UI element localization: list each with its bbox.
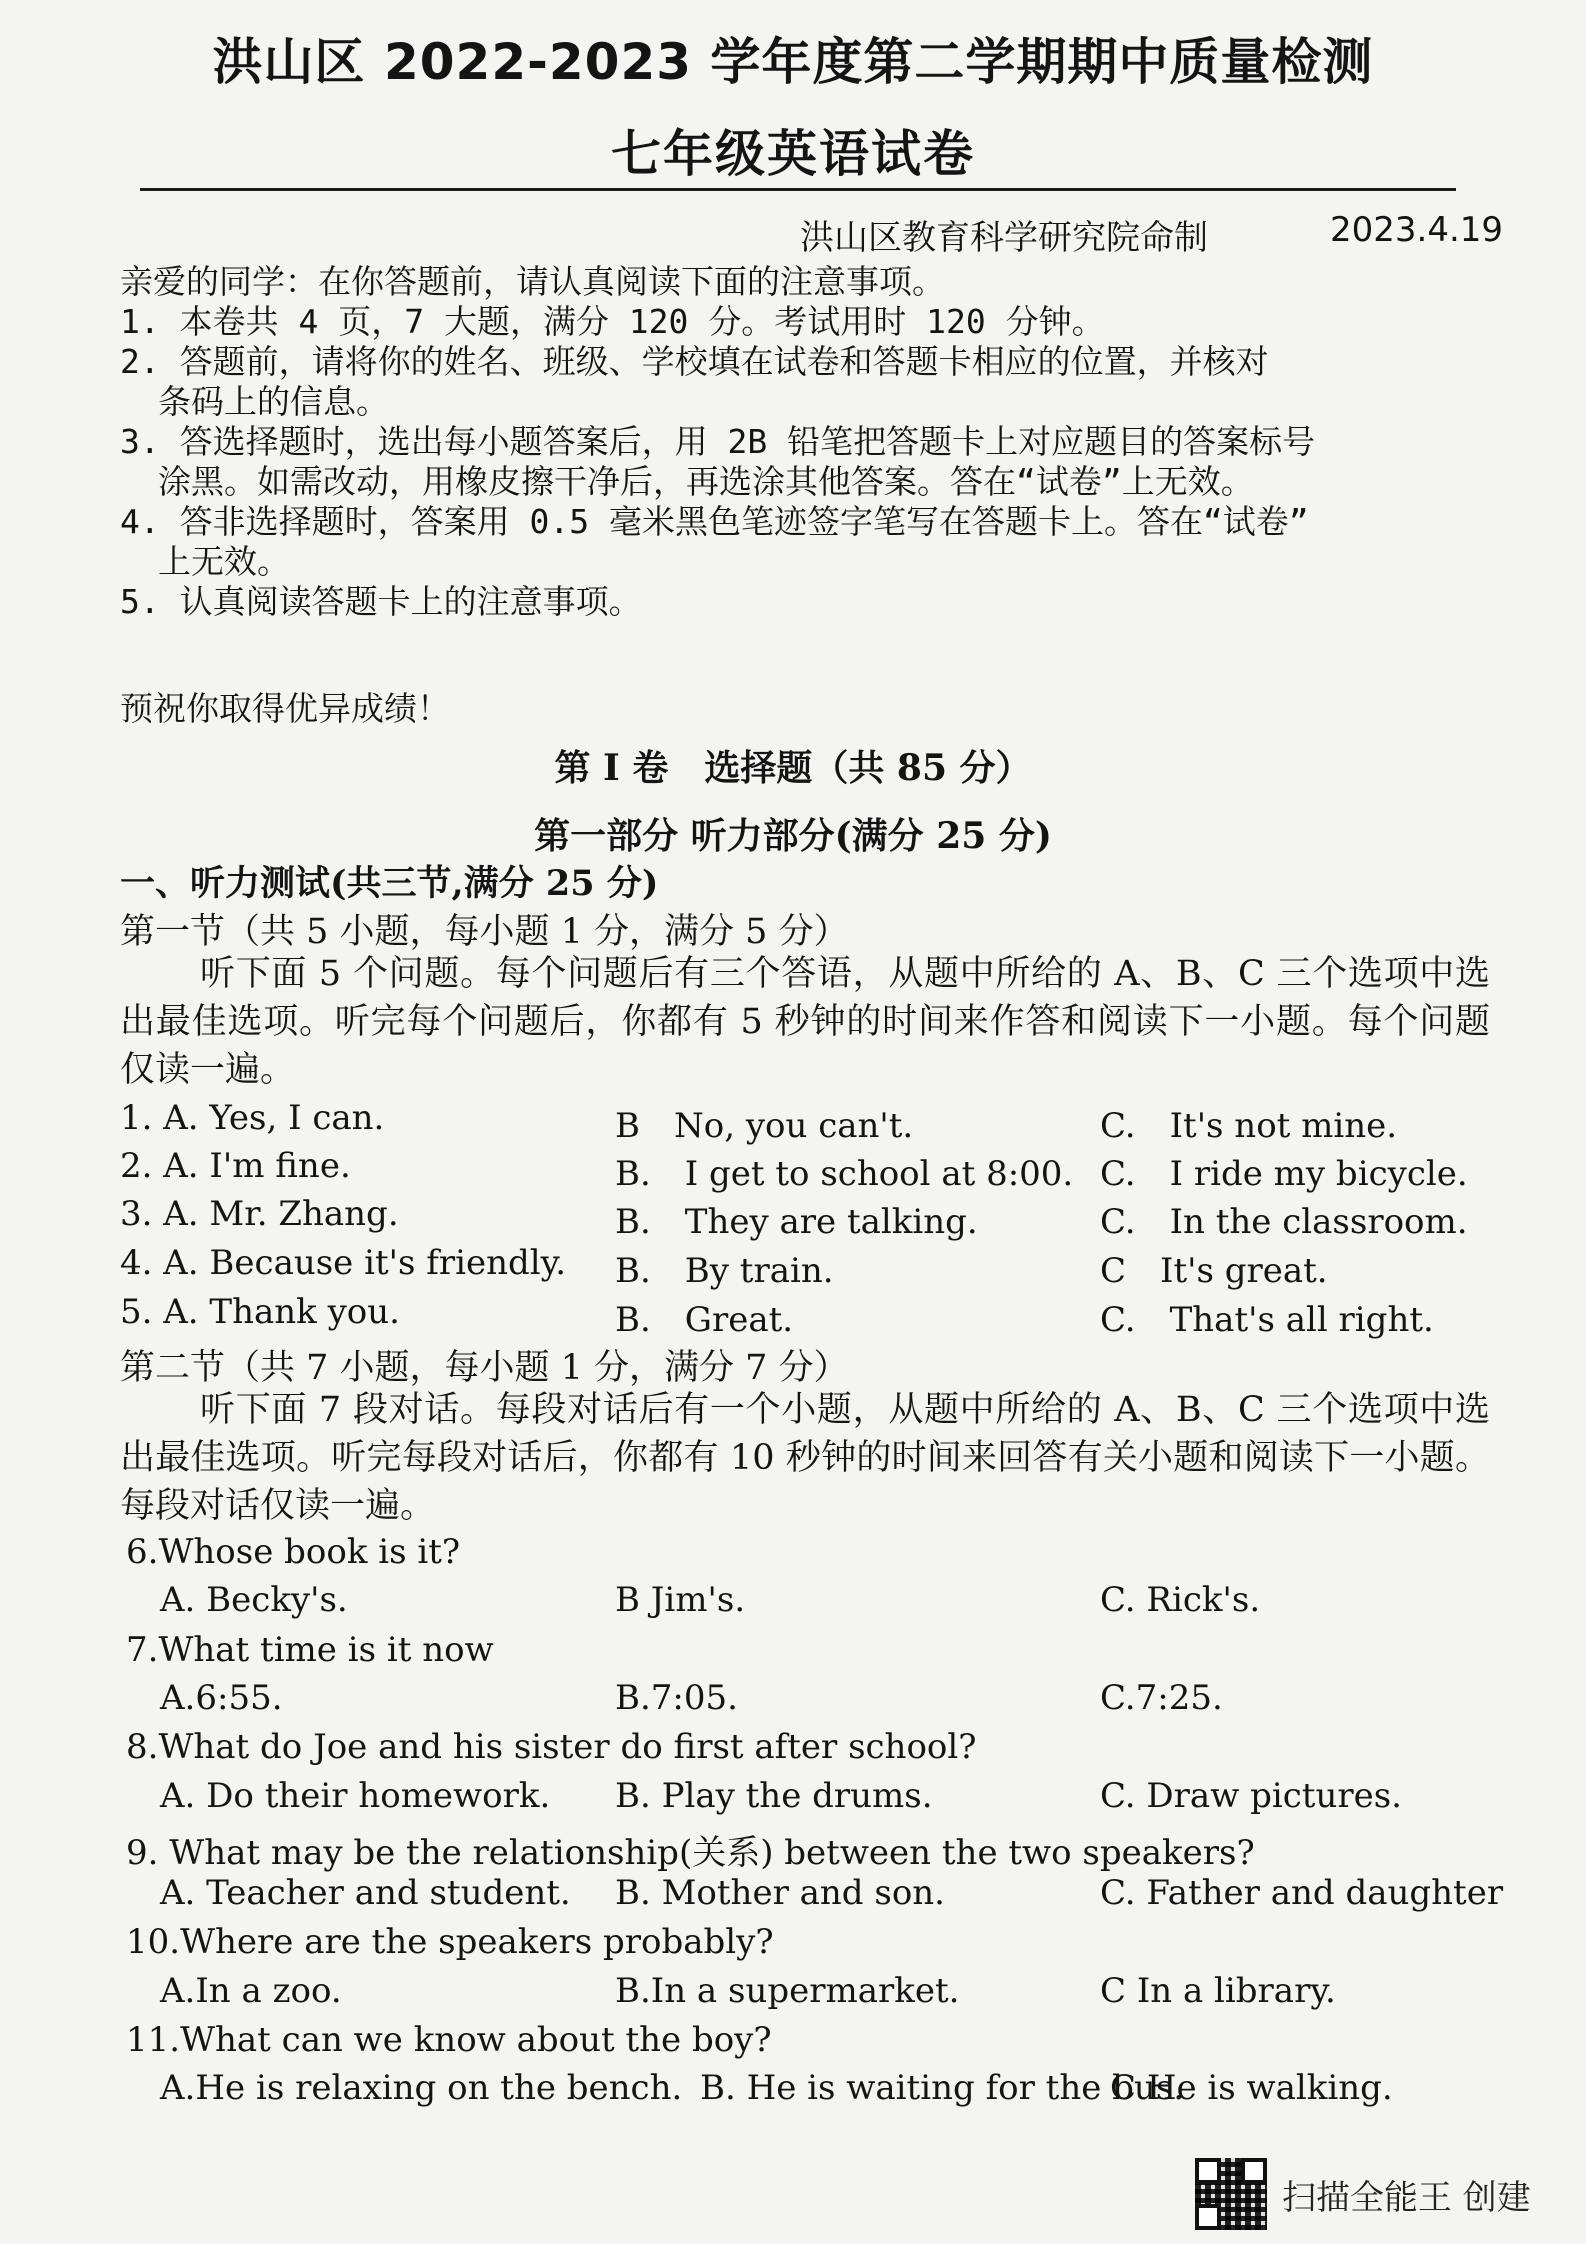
option-a: 1. A. Yes, I can. — [120, 1098, 385, 1138]
option-b: B. I get to school at 8:00. — [615, 1154, 1074, 1194]
qr-corner-marker — [1195, 2158, 1221, 2184]
qr-corner-marker — [1241, 2158, 1267, 2184]
option-b: B. Mother and son. — [615, 1873, 945, 1913]
note-line: 1. 本卷共 4 页，7 大题，满分 120 分。考试用时 120 分钟。 — [120, 302, 1105, 341]
note-line: 涂黑。如需改动，用橡皮擦干净后，再选涂其他答案。答在“试卷”上无效。 — [158, 462, 1254, 501]
option-a: A.He is relaxing on the bench. — [160, 2068, 683, 2108]
header-rule — [140, 188, 1456, 191]
option-b: B. By train. — [615, 1251, 834, 1291]
part-title: 第一部分 听力部分(满分 25 分) — [534, 815, 1052, 857]
part2-instructions: 听下面 7 段对话。每段对话后有一个小题，从题中所给的 A、B、C 三个选项中选出最佳选项。听完每段对话后，你都有 10 秒钟的时间来回答有关小题和阅读下一小题。每段对话仅读一遍。 — [120, 1390, 1490, 1526]
note-line: 条码上的信息。 — [158, 382, 389, 421]
note-line: 2. 答题前，请将你的姓名、班级、学校填在试卷和答题卡相应的位置，并核对 — [120, 342, 1269, 381]
option-b: B Jim's. — [615, 1580, 746, 1620]
note-line: 亲爱的同学：在你答题前，请认真阅读下面的注意事项。 — [120, 262, 945, 301]
exam-date: 2023.4.19 — [1330, 210, 1504, 250]
option-a: 4. A. Because it's friendly. — [120, 1243, 567, 1283]
option-c: C It's great. — [1100, 1251, 1328, 1291]
option-a: A. Teacher and student. — [160, 1873, 571, 1913]
answer-options — [160, 1971, 1480, 2017]
option-c: C. Father and daughter — [1100, 1873, 1504, 1913]
option-c: C. Rick's. — [1100, 1580, 1261, 1620]
qr-code-icon — [1195, 2158, 1267, 2230]
question-text: 10.Where are the speakers probably? — [126, 1922, 774, 1962]
question-text: 9. What may be the relationship(关系) between the two speakers? — [126, 1833, 1255, 1873]
exam-notes — [120, 262, 1480, 622]
option-b: B. They are talking. — [615, 1202, 978, 1242]
question-row — [120, 1098, 1500, 1144]
note-line: 5. 认真阅读答题卡上的注意事项。 — [120, 582, 642, 621]
option-c: C. It's not mine. — [1100, 1106, 1398, 1146]
section-title: 一、听力测试(共三节,满分 25 分) — [120, 863, 659, 904]
option-c: C. That's all right. — [1100, 1300, 1434, 1340]
option-c: C In a library. — [1100, 1971, 1336, 2011]
option-a: 3. A. Mr. Zhang. — [120, 1194, 399, 1234]
option-b: B.7:05. — [615, 1678, 738, 1718]
option-b: B. He is waiting for the bus. — [700, 2068, 1185, 2108]
note-line: 上无效。 — [158, 542, 290, 581]
option-a: A. Becky's. — [160, 1580, 348, 1620]
answer-options — [160, 1776, 1480, 1822]
note-line: 3. 答选择题时，选出每小题答案后，用 2B 铅笔把答题卡上对应题目的答案标号 — [120, 422, 1316, 461]
answer-options — [160, 2068, 1480, 2114]
question-row — [120, 1194, 1500, 1240]
question-row — [120, 1292, 1500, 1338]
option-b: B No, you can't. — [615, 1106, 914, 1146]
option-c: C. Draw pictures. — [1100, 1776, 1402, 1816]
volume-title: 第 I 卷 选择题（共 85 分） — [554, 747, 1032, 789]
part2-heading: 第二节（共 7 小题，每小题 1 分，满分 7 分） — [120, 1348, 849, 1388]
exam-subtitle: 七年级英语试卷 — [611, 125, 975, 183]
option-a: A. Do their homework. — [160, 1776, 551, 1816]
option-a: 2. A. I'm fine. — [120, 1146, 351, 1186]
qr-corner-marker — [1195, 2204, 1221, 2230]
question-text: 7.What time is it now — [126, 1630, 494, 1670]
option-c: C.7:25. — [1100, 1678, 1223, 1718]
question-row — [120, 1146, 1500, 1192]
question-text: 8.What do Joe and his sister do first after school? — [126, 1727, 977, 1767]
option-b: B. Great. — [615, 1300, 794, 1340]
answer-options — [160, 1580, 1480, 1626]
question-text: 11.What can we know about the boy? — [126, 2020, 772, 2060]
issuer: 洪山区教育科学研究院命制 — [800, 218, 1208, 258]
note-line: 4. 答非选择题时，答案用 0.5 毫米黑色笔迹签字笔写在答题卡上。答在“试卷” — [120, 502, 1309, 541]
scanner-watermark: 扫描全能王 创建 — [1282, 2178, 1531, 2218]
option-c: C. I ride my bicycle. — [1100, 1154, 1468, 1194]
good-luck-message: 预祝你取得优异成绩！ — [120, 689, 450, 728]
answer-options — [160, 1873, 1504, 1919]
part1-instructions: 听下面 5 个问题。每个问题后有三个答语，从题中所给的 A、B、C 三个选项中选出最佳选项。听完每个问题后，你都有 5 秒钟的时间来作答和阅读下一小题。每个问题仅读一遍。 — [120, 954, 1490, 1090]
part1-heading: 第一节（共 5 小题，每小题 1 分，满分 5 分） — [120, 912, 849, 952]
question-text: 6.Whose book is it? — [126, 1532, 461, 1572]
option-a: A.In a zoo. — [160, 1971, 342, 2011]
option-b: B.In a supermarket. — [615, 1971, 960, 2011]
question-row — [120, 1243, 1500, 1289]
option-c: C He is walking. — [1110, 2068, 1393, 2108]
answer-options — [160, 1678, 1480, 1724]
exam-title: 洪山区 2022-2023 学年度第二学期期中质量检测 — [212, 33, 1374, 91]
option-a: 5. A. Thank you. — [120, 1292, 400, 1332]
option-b: B. Play the drums. — [615, 1776, 933, 1816]
option-c: C. In the classroom. — [1100, 1202, 1468, 1242]
option-a: A.6:55. — [160, 1678, 283, 1718]
